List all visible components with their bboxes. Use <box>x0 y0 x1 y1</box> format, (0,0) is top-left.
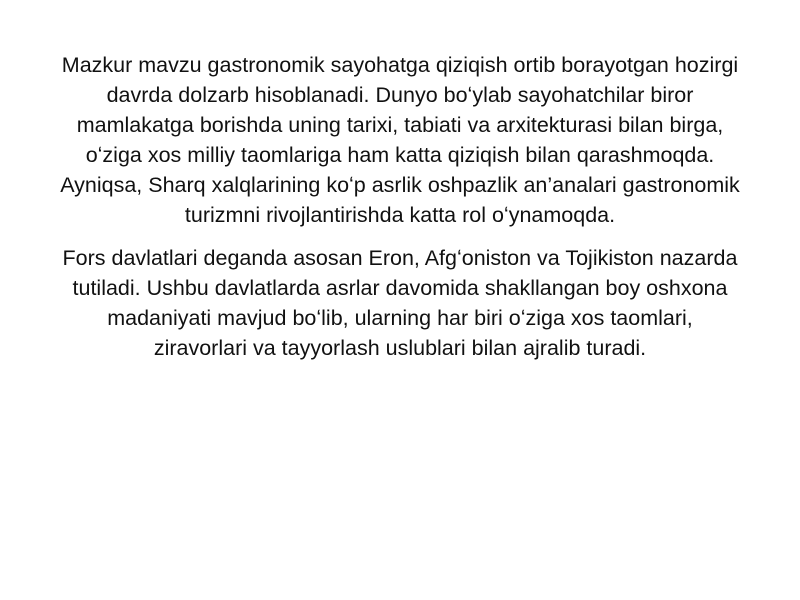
paragraph-persian-countries: Fors davlatlari deganda asosan Eron, Afgʻoniston va Tojikiston nazarda tutiladi. Ushbu davlatlarda asrlar davomida shakllangan boy oshxona madaniyati mavjud boʻlib, ularning har biri oʻziga xos taomlari, ziravorlari va tayyorlash uslublari bilan ajralib turadi. <box>62 246 738 360</box>
document-body <box>60 50 740 363</box>
paragraph-intro: Mazkur mavzu gastronomik sayohatga qiziqish ortib borayotgan hozirgi davrda dolzarb hisoblanadi. Dunyo boʻylab sayohatchilar biror mamlakatga borishda uning tarixi, tabiati va arxitekturasi bilan birga, oʻziga xos milliy taomlariga ham katta qiziqish bilan qarashmoqda. Ayniqsa, Sharq xalqlarining koʻp asrlik oshpazlik an’analari gastronomik turizmni rivojlantirishda katta rol oʻynamoqda. <box>60 53 740 227</box>
